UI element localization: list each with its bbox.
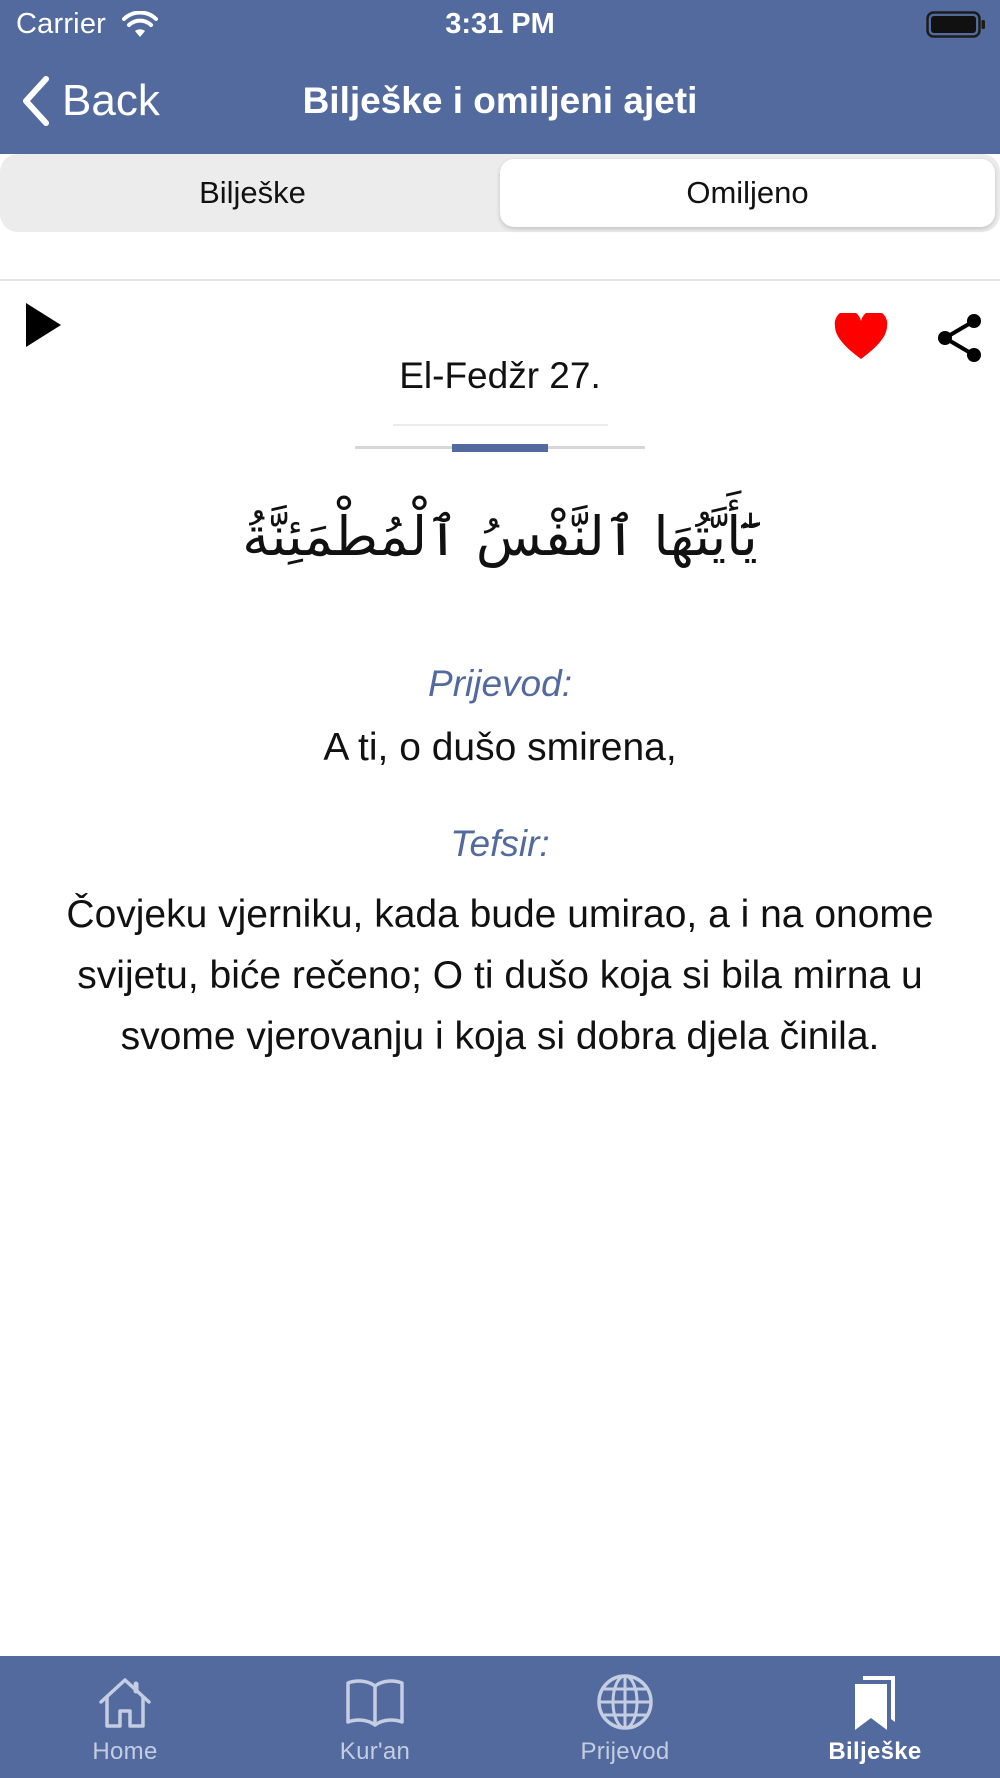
header — [0, 0, 1000, 154]
translation-label: Prijevod: — [428, 663, 572, 704]
ornament-accent — [452, 444, 548, 452]
book-icon — [345, 1672, 405, 1732]
segmented-control — [0, 154, 1000, 232]
tab-prijevod[interactable] — [500, 1656, 750, 1778]
tab-home-label: Home — [92, 1738, 158, 1765]
reference-underline — [393, 424, 608, 426]
status-bar — [0, 0, 1000, 50]
page-title: Bilješke i omiljeni ajeti — [302, 80, 698, 121]
tab-kuran[interactable] — [250, 1656, 500, 1778]
back-label: Back — [62, 76, 160, 125]
battery-icon — [926, 11, 986, 38]
segment-omiljeno[interactable]: Omiljeno — [500, 159, 995, 227]
tafsir-label: Tefsir: — [450, 823, 550, 864]
navigation-bar — [0, 50, 1000, 154]
tab-kuran-label: Kur'an — [339, 1738, 411, 1765]
section-divider — [0, 279, 1000, 281]
globe-icon — [595, 1672, 655, 1732]
arabic-verse: يَٰٓأَيَّتُهَا ٱلنَّفْسُ ٱلْمُطْمَئِنَّةُ — [242, 505, 758, 568]
carrier-label: Carrier — [16, 8, 107, 40]
status-time: 3:31 PM — [445, 8, 555, 40]
tafsir-text: Čovjeku vjerniku, kada bude umirao, a i na onome svijetu, biće rečeno; O ti dušo koja si bila mirna u svome vjerovanju i koja si dobra djela činila. — [66, 893, 934, 1058]
tab-biljeske-label: Bilješke — [828, 1738, 922, 1765]
tab-biljeske[interactable] — [750, 1656, 1000, 1778]
translation-text: A ti, o dušo smirena, — [323, 726, 677, 769]
tab-prijevod-label: Prijevod — [580, 1738, 670, 1765]
heart-icon[interactable] — [834, 313, 888, 361]
home-icon — [95, 1672, 155, 1732]
tab-bar — [0, 1656, 1000, 1778]
tab-home[interactable] — [0, 1656, 250, 1778]
play-icon[interactable] — [22, 300, 64, 350]
verse-reference: El-Fedžr 27. — [399, 355, 601, 396]
segment-biljeske[interactable]: Bilješke — [199, 175, 306, 210]
bookmarks-icon — [845, 1672, 905, 1732]
